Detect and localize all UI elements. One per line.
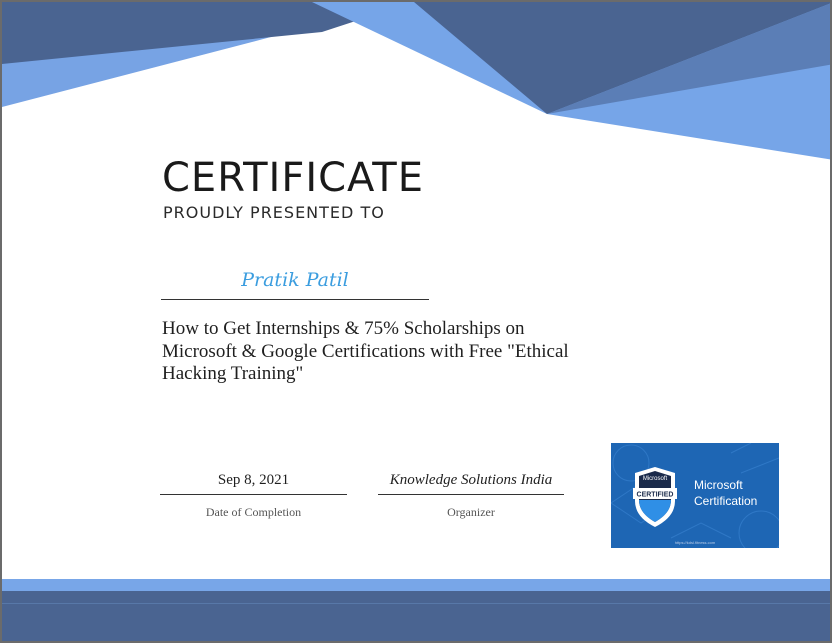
certificate-subtitle: PROUDLY PRESENTED TO <box>163 203 385 222</box>
organizer-block <box>378 470 564 520</box>
recipient-name: Pratik Patil <box>241 269 349 291</box>
organizer-name: Knowledge Solutions India <box>389 472 553 488</box>
footer-divider <box>2 603 832 604</box>
certificate-title: CERTIFICATE <box>162 155 425 201</box>
badge-label <box>694 477 757 509</box>
organizer-underline <box>378 494 564 495</box>
recipient-underline <box>161 299 429 300</box>
completion-date-block <box>160 470 347 520</box>
badge-line-2: Certification <box>694 494 758 508</box>
footer-light-band <box>2 579 832 591</box>
completion-date-label: Date of Completion <box>205 505 302 519</box>
organizer-label: Organizer <box>447 505 495 519</box>
footer-dark-band <box>2 591 832 643</box>
course-title: How to Get Internships & 75% Scholarships on Microsoft & Google Certifications with Free "Ethical Hacking Training" <box>162 318 569 384</box>
completion-date: Sep 8, 2021 <box>217 472 290 488</box>
date-underline <box>160 494 347 495</box>
badge-line-1: Microsoft <box>694 478 743 492</box>
badge-shield-text: CERTIFIED <box>636 491 674 499</box>
badge-url: https://kdsl.fitness.com <box>674 540 716 545</box>
badge-brand: Microsoft <box>642 476 668 482</box>
microsoft-certification-badge <box>611 443 779 548</box>
